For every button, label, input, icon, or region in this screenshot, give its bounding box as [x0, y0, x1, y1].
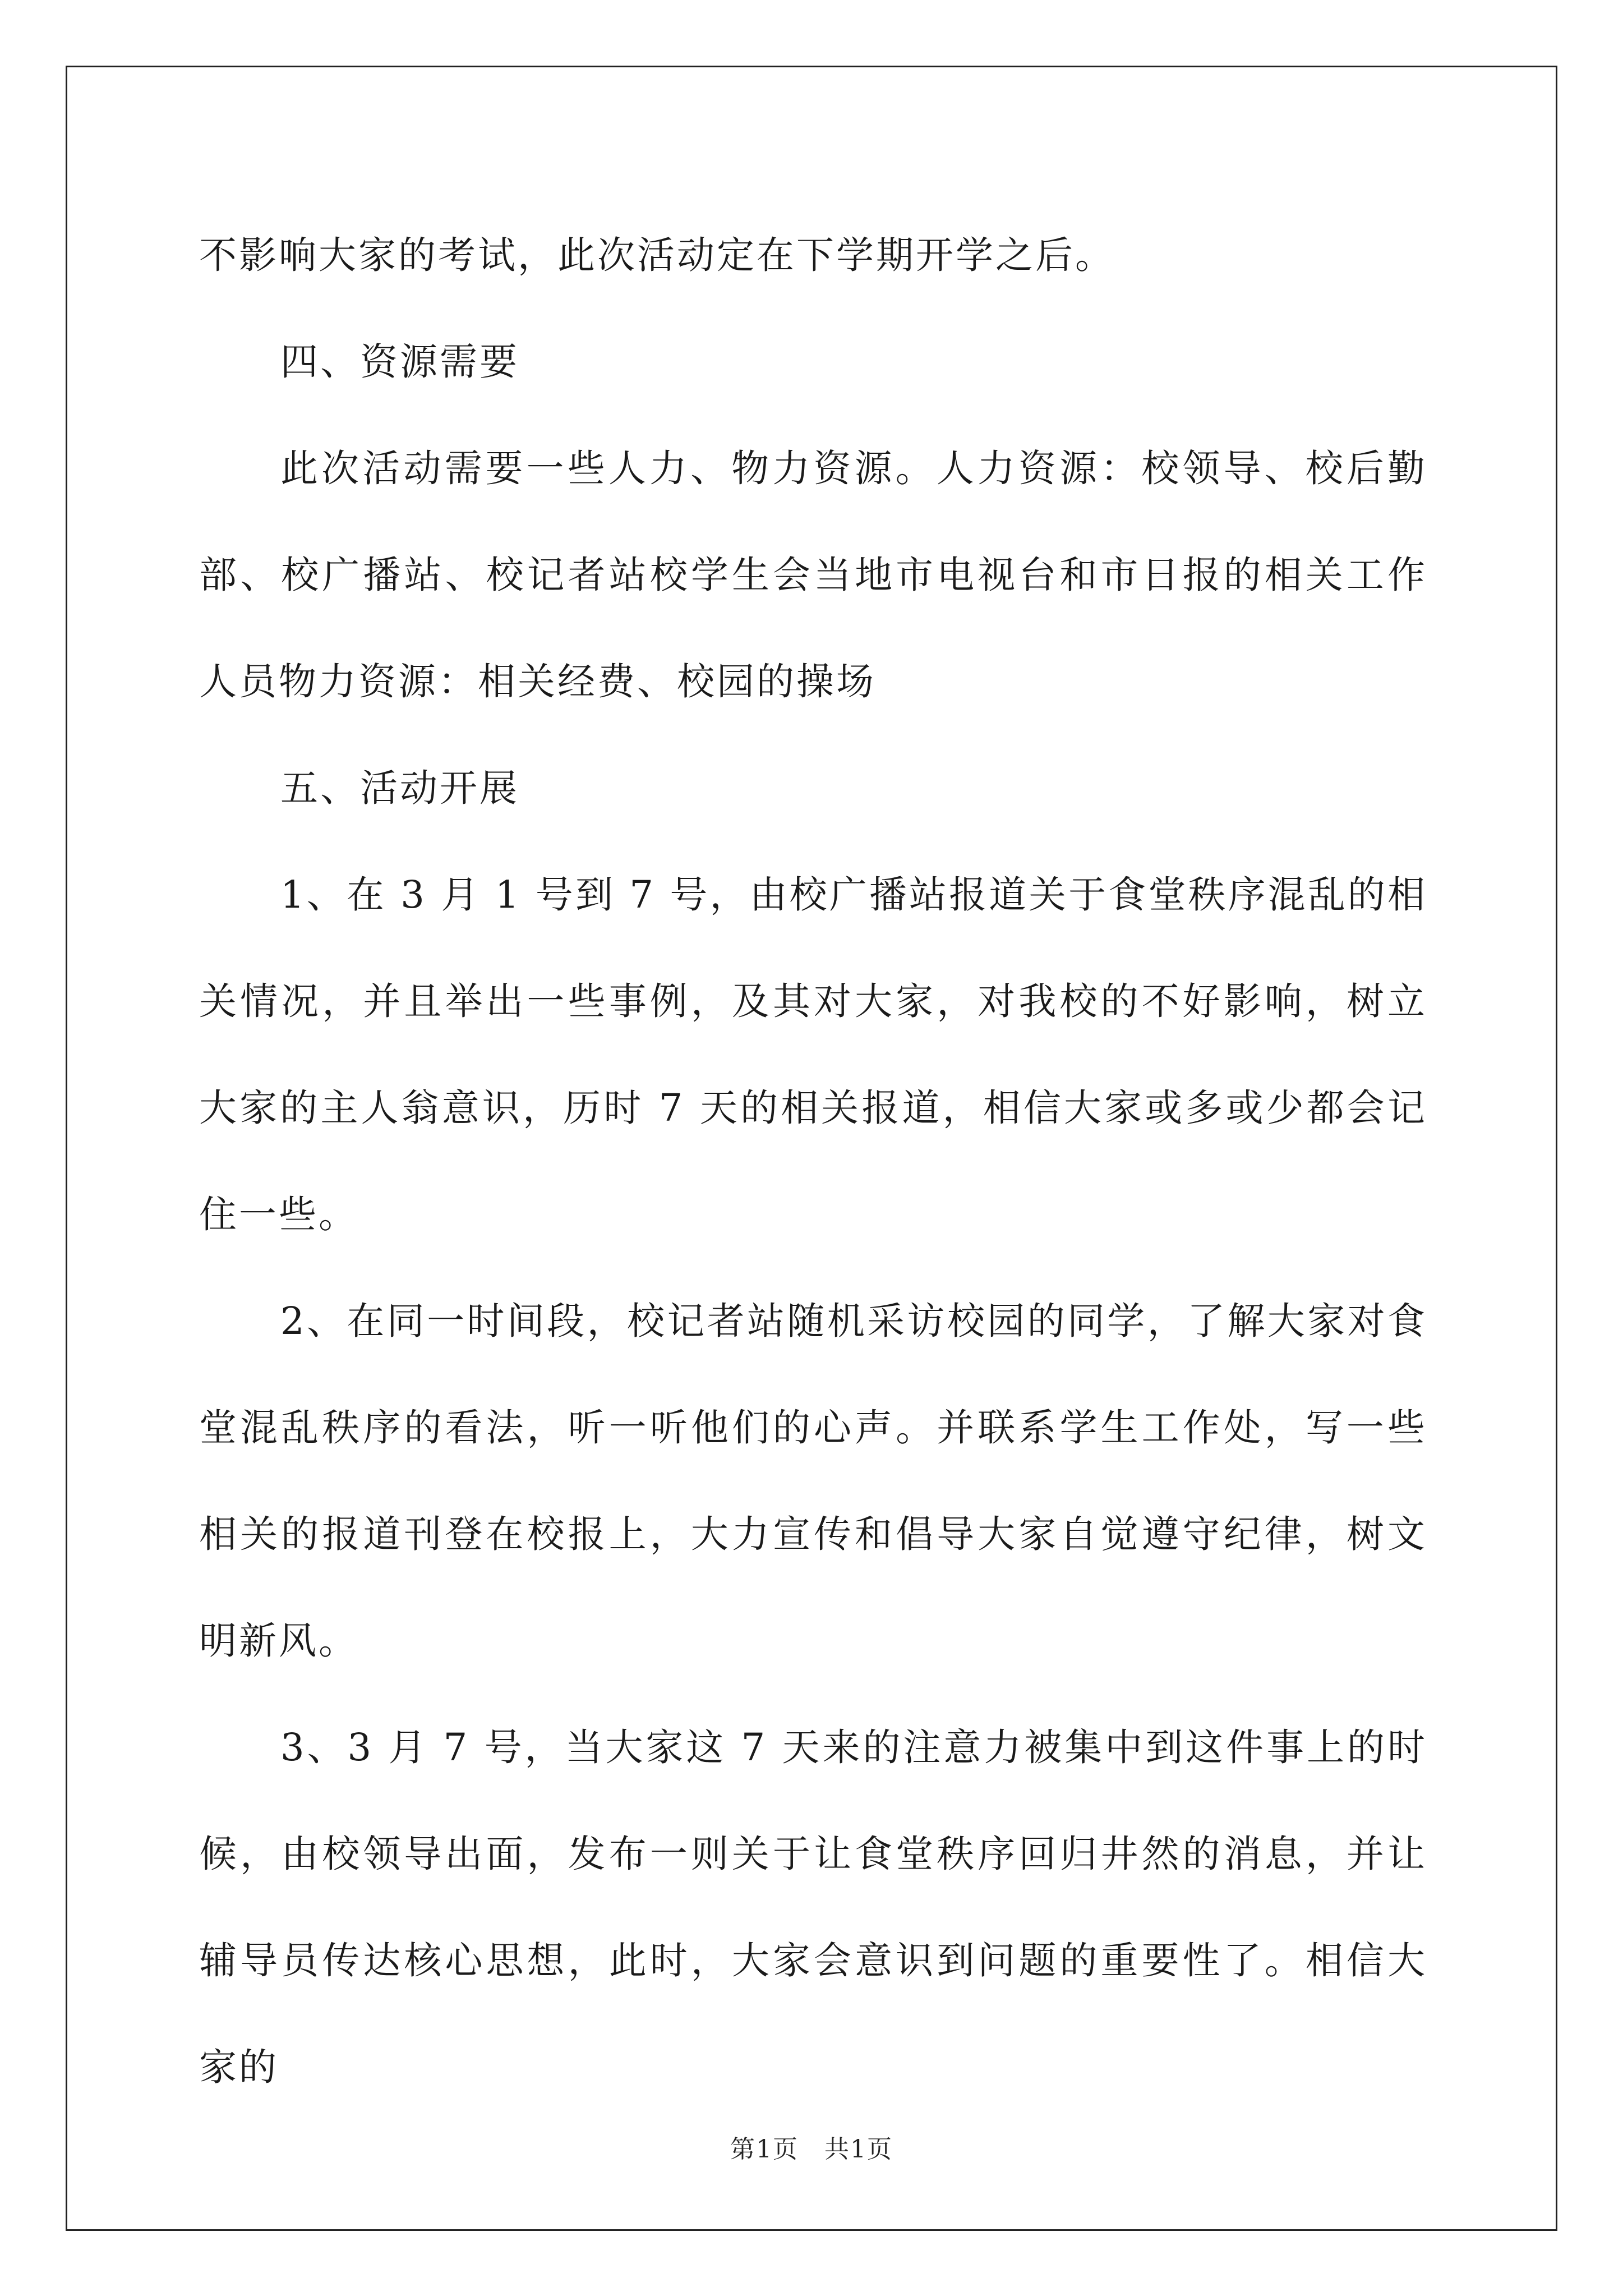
paragraph: 1、在 3 月 1 号到 7 号，由校广播站报道关于食堂秩序混乱的相关情况，并且举出一些事例，及其对大家，对我校的不好影响，树立大家的主人翁意识，历时 7 天的相关报道，相信大家或多或少都会记住一些。	[199, 873, 1427, 1236]
document-body	[199, 202, 1427, 2120]
section-heading: 四、资源需要	[280, 340, 519, 384]
paragraph: 不影响大家的考试，此次活动定在下学期开学之后。	[199, 233, 1115, 277]
section-heading: 五、活动开展	[280, 766, 519, 810]
paragraph: 3、3 月 7 号，当大家这 7 天来的注意力被集中到这件事上的时候，由校领导出面，发布一则关于让食堂秩序回归井然的消息，并让辅导员传达核心思想，此时，大家会意识到问题的重要性了。相信大家的	[199, 1726, 1427, 2089]
paragraph: 此次活动需要一些人力、物力资源。人力资源：校领导、校后勤部、校广播站、校记者站校学生会当地市电视台和市日报的相关工作人员物力资源：相关经费、校园的操场	[199, 447, 1427, 703]
paragraph: 2、在同一时间段，校记者站随机采访校园的同学，了解大家对食堂混乱秩序的看法，听一听他们的心声。并联系学生工作处，写一些相关的报道刊登在校报上，大力宣传和倡导大家自觉遵守纪律，树文明新风。	[199, 1299, 1427, 1663]
page-number-footer: 第1页 共1页	[730, 2135, 893, 2164]
